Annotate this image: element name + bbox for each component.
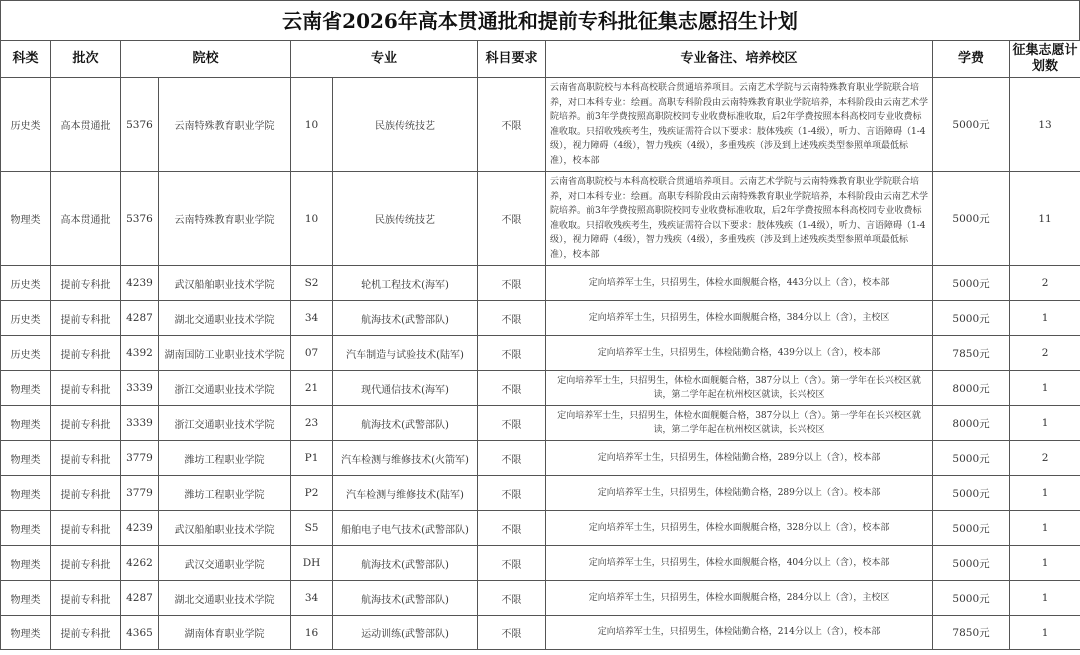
cell-school-name: 湖南体育职业学院 xyxy=(159,616,291,650)
cell-plan: 1 xyxy=(1010,616,1080,650)
table-row xyxy=(1,511,1080,546)
cell-school-name: 潍坊工程职业学院 xyxy=(159,476,291,511)
cell-major-name: 航海技术(武警部队) xyxy=(333,581,478,616)
cell-school-name: 浙江交通职业技术学院 xyxy=(159,406,291,441)
table-row xyxy=(1,476,1080,511)
table-row xyxy=(1,616,1080,650)
cell-school-code: 3339 xyxy=(121,406,159,441)
cell-fee: 5000元 xyxy=(933,266,1010,301)
cell-subject: 物理类 xyxy=(1,476,51,511)
cell-major-name: 轮机工程技术(海军) xyxy=(333,266,478,301)
cell-school-name: 武汉船舶职业技术学院 xyxy=(159,266,291,301)
cell-subject: 历史类 xyxy=(1,336,51,371)
cell-notes: 定向培养军士生，只招男生，体检陆勤合格，214分以上（含），校本部 xyxy=(546,616,933,650)
cell-batch: 提前专科批 xyxy=(51,511,121,546)
cell-plan: 1 xyxy=(1010,301,1080,336)
cell-batch: 提前专科批 xyxy=(51,476,121,511)
cell-notes: 定向培养军士生，只招男生，体检水面舰艇合格，384分以上（含），主校区 xyxy=(546,301,933,336)
cell-school-name: 湖北交通职业技术学院 xyxy=(159,301,291,336)
table-row xyxy=(1,301,1080,336)
cell-subject: 物理类 xyxy=(1,406,51,441)
cell-fee: 5000元 xyxy=(933,476,1010,511)
cell-batch: 提前专科批 xyxy=(51,441,121,476)
cell-requirement: 不限 xyxy=(478,616,546,650)
cell-requirement: 不限 xyxy=(478,371,546,406)
cell-batch: 提前专科批 xyxy=(51,546,121,581)
cell-school-code: 4287 xyxy=(121,581,159,616)
cell-subject: 物理类 xyxy=(1,172,51,266)
cell-fee: 8000元 xyxy=(933,371,1010,406)
cell-major-code: P2 xyxy=(291,476,333,511)
cell-notes: 定向培养军士生，只招男生，体检陆勤合格，439分以上（含），校本部 xyxy=(546,336,933,371)
cell-major-name: 运动训练(武警部队) xyxy=(333,616,478,650)
cell-fee: 7850元 xyxy=(933,336,1010,371)
cell-major-code: DH xyxy=(291,546,333,581)
cell-school-name: 湖北交通职业技术学院 xyxy=(159,581,291,616)
cell-major-code: S5 xyxy=(291,511,333,546)
cell-requirement: 不限 xyxy=(478,406,546,441)
cell-notes: 定向培养军士生，只招男生，体检陆勤合格，289分以上（含）。校本部 xyxy=(546,476,933,511)
cell-fee: 5000元 xyxy=(933,301,1010,336)
cell-school-code: 5376 xyxy=(121,172,159,266)
cell-requirement: 不限 xyxy=(478,511,546,546)
cell-batch: 提前专科批 xyxy=(51,336,121,371)
cell-school-name: 云南特殊教育职业学院 xyxy=(159,78,291,172)
cell-plan: 2 xyxy=(1010,336,1080,371)
cell-major-name: 汽车检测与维修技术(火箭军) xyxy=(333,441,478,476)
cell-plan: 1 xyxy=(1010,511,1080,546)
cell-requirement: 不限 xyxy=(478,266,546,301)
cell-subject: 物理类 xyxy=(1,581,51,616)
cell-fee: 5000元 xyxy=(933,78,1010,172)
cell-major-code: 23 xyxy=(291,406,333,441)
cell-batch: 提前专科批 xyxy=(51,301,121,336)
cell-school-name: 武汉船舶职业技术学院 xyxy=(159,511,291,546)
cell-fee: 5000元 xyxy=(933,172,1010,266)
cell-subject: 物理类 xyxy=(1,546,51,581)
table-row xyxy=(1,371,1080,406)
cell-school-code: 4287 xyxy=(121,301,159,336)
cell-fee: 5000元 xyxy=(933,441,1010,476)
cell-fee: 5000元 xyxy=(933,581,1010,616)
cell-notes: 定向培养军士生，只招男生，体检陆勤合格，289分以上（含），校本部 xyxy=(546,441,933,476)
admission-plan-table xyxy=(0,40,1080,650)
cell-requirement: 不限 xyxy=(478,581,546,616)
cell-school-code: 4392 xyxy=(121,336,159,371)
cell-major-name: 民族传统技艺 xyxy=(333,172,478,266)
table-row xyxy=(1,441,1080,476)
cell-notes: 定向培养军士生，只招男生，体检水面舰艇合格，328分以上（含），校本部 xyxy=(546,511,933,546)
header-subject: 科类 xyxy=(1,41,51,78)
cell-school-code: 3339 xyxy=(121,371,159,406)
cell-requirement: 不限 xyxy=(478,172,546,266)
cell-fee: 8000元 xyxy=(933,406,1010,441)
cell-major-code: 10 xyxy=(291,172,333,266)
cell-requirement: 不限 xyxy=(478,336,546,371)
cell-fee: 7850元 xyxy=(933,616,1010,650)
table-row xyxy=(1,172,1080,266)
cell-notes: 定向培养军士生，只招男生，体检水面舰艇合格，387分以上（含）。第一学年在长兴校区就读，第二学年起在杭州校区就读，长兴校区 xyxy=(546,371,933,406)
table-row xyxy=(1,546,1080,581)
cell-notes: 云南省高职院校与本科高校联合贯通培养项目。云南艺术学院与云南特殊教育职业学院联合培养，对口本科专业：绘画。高职专科阶段由云南特殊教育职业学院培养，本科阶段由云南艺术学院培养。前3年学费按照高职院校同专业收费标准收取，后2年学费按照本科高校同专业收费标准收取。只招收残疾考生，残疾证需符合以下要求：肢体残疾（1-4级），听力、言语障碍（1-4级），视力障碍（4级），智力残疾（4级），多重残疾（涉及到上述残疾类型参照单项最低标准），校本部 xyxy=(546,172,933,266)
header-plan: 征集志愿计划数 xyxy=(1010,41,1080,78)
cell-subject: 历史类 xyxy=(1,301,51,336)
cell-subject: 物理类 xyxy=(1,441,51,476)
cell-school-name: 云南特殊教育职业学院 xyxy=(159,172,291,266)
cell-major-code: 16 xyxy=(291,616,333,650)
cell-subject: 物理类 xyxy=(1,616,51,650)
cell-batch: 高本贯通批 xyxy=(51,172,121,266)
cell-subject: 历史类 xyxy=(1,266,51,301)
cell-notes: 定向培养军士生，只招男生，体检水面舰艇合格，387分以上（含）。第一学年在长兴校区就读，第二学年起在杭州校区就读，长兴校区 xyxy=(546,406,933,441)
cell-major-code: 10 xyxy=(291,78,333,172)
cell-school-code: 3779 xyxy=(121,441,159,476)
header-requirement: 科目要求 xyxy=(478,41,546,78)
cell-school-name: 湖南国防工业职业技术学院 xyxy=(159,336,291,371)
cell-notes: 定向培养军士生，只招男生，体检水面舰艇合格，284分以上（含），主校区 xyxy=(546,581,933,616)
cell-plan: 1 xyxy=(1010,581,1080,616)
header-row xyxy=(1,41,1080,78)
cell-major-name: 现代通信技术(海军) xyxy=(333,371,478,406)
cell-plan: 11 xyxy=(1010,172,1080,266)
cell-plan: 1 xyxy=(1010,546,1080,581)
cell-school-name: 潍坊工程职业学院 xyxy=(159,441,291,476)
cell-school-name: 浙江交通职业技术学院 xyxy=(159,371,291,406)
cell-school-code: 4239 xyxy=(121,511,159,546)
cell-school-name: 武汉交通职业学院 xyxy=(159,546,291,581)
cell-major-code: 21 xyxy=(291,371,333,406)
cell-batch: 高本贯通批 xyxy=(51,78,121,172)
cell-plan: 2 xyxy=(1010,441,1080,476)
cell-requirement: 不限 xyxy=(478,301,546,336)
cell-major-name: 船舶电子电气技术(武警部队) xyxy=(333,511,478,546)
cell-school-code: 4365 xyxy=(121,616,159,650)
table-row xyxy=(1,581,1080,616)
cell-plan: 1 xyxy=(1010,476,1080,511)
cell-major-code: S2 xyxy=(291,266,333,301)
cell-major-code: P1 xyxy=(291,441,333,476)
cell-notes: 定向培养军士生，只招男生，体检水面舰艇合格，404分以上（含），校本部 xyxy=(546,546,933,581)
cell-plan: 1 xyxy=(1010,371,1080,406)
table-row xyxy=(1,78,1080,172)
cell-batch: 提前专科批 xyxy=(51,371,121,406)
header-school: 院校 xyxy=(121,41,291,78)
cell-major-code: 34 xyxy=(291,581,333,616)
page-title: 云南省2026年高本贯通批和提前专科批征集志愿招生计划 xyxy=(0,0,1080,40)
cell-major-name: 汽车制造与试验技术(陆军) xyxy=(333,336,478,371)
cell-plan: 13 xyxy=(1010,78,1080,172)
cell-requirement: 不限 xyxy=(478,476,546,511)
cell-school-code: 4239 xyxy=(121,266,159,301)
cell-major-name: 航海技术(武警部队) xyxy=(333,406,478,441)
cell-plan: 2 xyxy=(1010,266,1080,301)
cell-subject: 物理类 xyxy=(1,511,51,546)
cell-plan: 1 xyxy=(1010,406,1080,441)
cell-school-code: 3779 xyxy=(121,476,159,511)
cell-subject: 历史类 xyxy=(1,78,51,172)
cell-school-code: 4262 xyxy=(121,546,159,581)
cell-batch: 提前专科批 xyxy=(51,406,121,441)
cell-major-code: 07 xyxy=(291,336,333,371)
cell-subject: 物理类 xyxy=(1,371,51,406)
cell-major-name: 航海技术(武警部队) xyxy=(333,546,478,581)
cell-fee: 5000元 xyxy=(933,511,1010,546)
cell-batch: 提前专科批 xyxy=(51,266,121,301)
cell-batch: 提前专科批 xyxy=(51,616,121,650)
cell-major-name: 汽车检测与维修技术(陆军) xyxy=(333,476,478,511)
cell-school-code: 5376 xyxy=(121,78,159,172)
cell-batch: 提前专科批 xyxy=(51,581,121,616)
cell-fee: 5000元 xyxy=(933,546,1010,581)
header-batch: 批次 xyxy=(51,41,121,78)
header-fee: 学费 xyxy=(933,41,1010,78)
cell-major-code: 34 xyxy=(291,301,333,336)
header-notes: 专业备注、培养校区 xyxy=(546,41,933,78)
cell-notes: 云南省高职院校与本科高校联合贯通培养项目。云南艺术学院与云南特殊教育职业学院联合培养，对口本科专业：绘画。高职专科阶段由云南特殊教育职业学院培养，本科阶段由云南艺术学院培养。前3年学费按照高职院校同专业收费标准收取，后2年学费按照本科高校同专业收费标准收取。只招收残疾考生，残疾证需符合以下要求：肢体残疾（1-4级），听力、言语障碍（1-4级），视力障碍（4级），智力残疾（4级），多重残疾（涉及到上述残疾类型参照单项最低标准），校本部 xyxy=(546,78,933,172)
cell-major-name: 航海技术(武警部队) xyxy=(333,301,478,336)
table-header xyxy=(1,41,1080,78)
table-row xyxy=(1,266,1080,301)
cell-notes: 定向培养军士生，只招男生，体检水面舰艇合格，443分以上（含），校本部 xyxy=(546,266,933,301)
cell-requirement: 不限 xyxy=(478,441,546,476)
header-major: 专业 xyxy=(291,41,478,78)
table-body xyxy=(1,78,1080,650)
cell-requirement: 不限 xyxy=(478,78,546,172)
cell-requirement: 不限 xyxy=(478,546,546,581)
cell-major-name: 民族传统技艺 xyxy=(333,78,478,172)
table-row xyxy=(1,336,1080,371)
table-row xyxy=(1,406,1080,441)
